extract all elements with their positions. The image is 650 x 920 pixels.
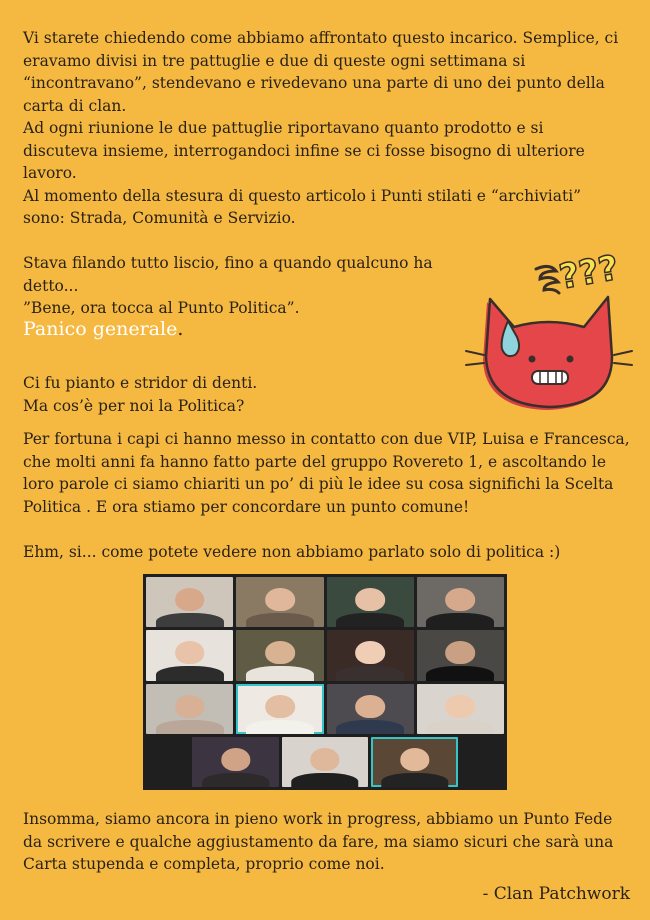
- heading-panic-text: Panico generale: [23, 318, 178, 340]
- confused-cat-icon: [462, 247, 642, 417]
- participant-video-tile: [327, 684, 414, 734]
- heading-panic: [23, 318, 183, 341]
- participant-video-tile: [192, 737, 279, 787]
- participant-video-tile: [417, 684, 504, 734]
- paragraph-intro: Vi starete chiedendo come abbiamo affrontato questo incarico. Semplice, ci eravamo divisi in tre pattuglie e due di queste ogni settimana si “incontravano”, stendevano e rivedevano una parte di uno dei punto della carta di clan. Ad ogni riunione le due pattuglie riportavano quanto prodotto e si discuteva insieme, interrogandoci infine se ci fosse bisogno di ulteriore lavoro. Al momento della stesura di questo articolo i Punti stilati e “archiviati” sono: Strada, Comunità e Servizio.: [23, 29, 619, 227]
- participant-video-tile: [371, 737, 458, 787]
- heading-panic-dot: .: [177, 318, 184, 340]
- participant-video-tile: [236, 630, 323, 680]
- participant-video-tile: [282, 737, 369, 787]
- paragraph-quote: Stava filando tutto liscio, fino a quando qualcuno ha detto... ”Bene, ora tocca al Punto Politica”.: [23, 254, 433, 317]
- paragraph-vip: Per fortuna i capi ci hanno messo in contatto con due VIP, Luisa e Francesca, che molti anni fa hanno fatto parte del gruppo Rovereto 1, e ascoltando le loro parole ci siamo chiariti un po’ di più le idee su cosa significhi la Scelta Politica . E ora stiamo per concordare un punto comune!: [23, 430, 630, 516]
- participant-video-tile: [236, 577, 323, 627]
- participant-video-tile: [327, 630, 414, 680]
- paragraph-question: Ci fu pianto e stridor di denti. Ma cos’è per noi la Politica?: [23, 374, 258, 415]
- dizzy-squiggle-icon: [536, 266, 559, 293]
- signature: - Clan Patchwork: [482, 884, 630, 904]
- paragraph-conclusion: Insomma, siamo ancora in pieno work in progress, abbiamo un Punto Fede da scrivere e qualche aggiustamento da fare, ma siamo sicuri che sarà una Carta stupenda e completa, proprio come noi.: [23, 810, 614, 873]
- participant-video-tile: [327, 577, 414, 627]
- participant-video-tile: [417, 577, 504, 627]
- participant-video-tile: [417, 630, 504, 680]
- participant-video-tile: [146, 577, 233, 627]
- participant-video-tile: [146, 630, 233, 680]
- paragraph-caption: Ehm, si... come potete vedere non abbiamo parlato solo di politica :): [23, 543, 561, 561]
- question-marks-text: ???: [556, 247, 622, 298]
- video-call-screenshot: [143, 574, 507, 790]
- participant-video-tile: [146, 684, 233, 734]
- participant-video-tile: [236, 684, 323, 734]
